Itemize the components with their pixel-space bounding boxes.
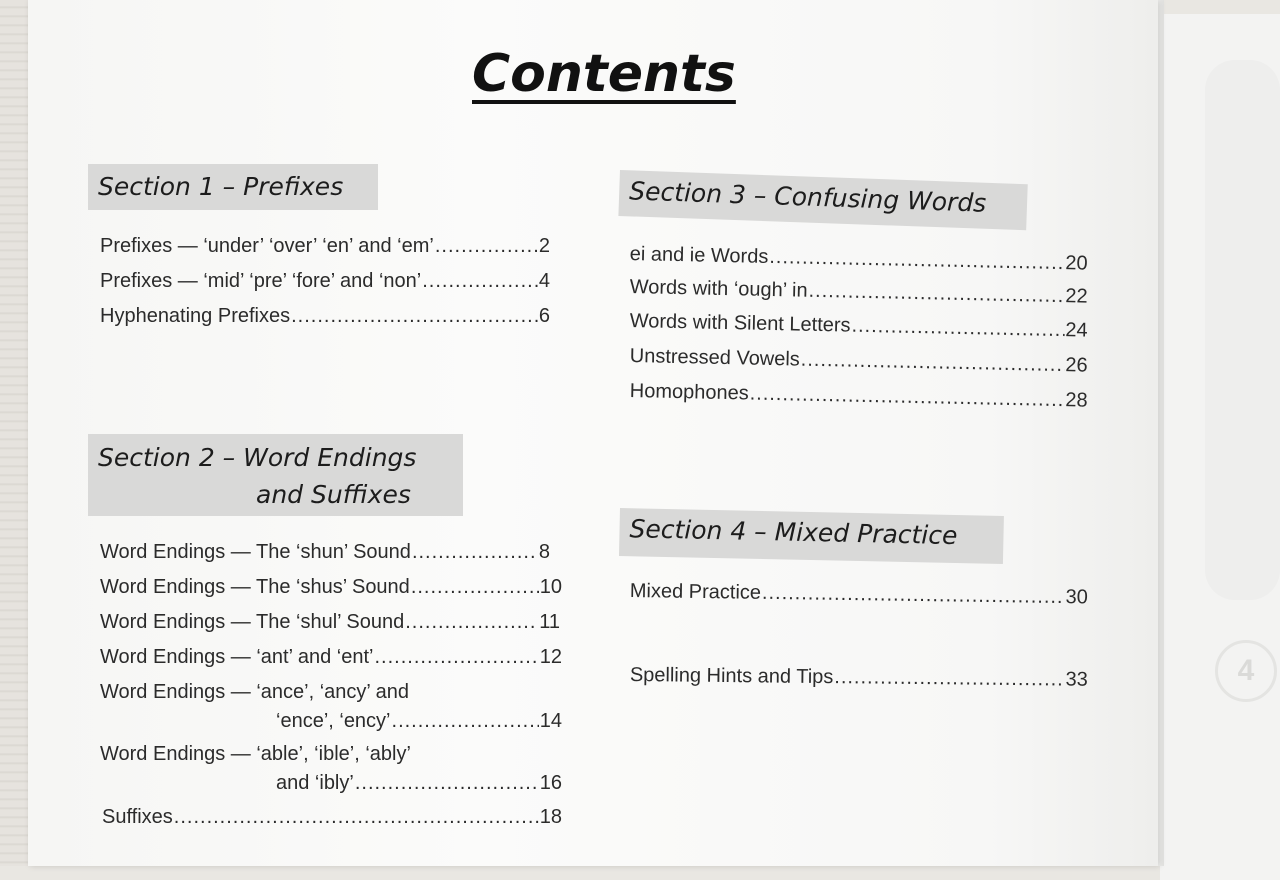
dot-leader <box>291 305 538 328</box>
entry-label: Mixed Practice <box>629 580 762 604</box>
dot-leader <box>411 576 539 599</box>
entry-label: Hyphenating Prefixes <box>100 305 291 327</box>
entry-label: Unstressed Vowels <box>629 345 801 371</box>
entry-page: 2 <box>538 235 550 257</box>
section-1-heading-text: Section 1 – Prefixes <box>98 172 344 201</box>
entry-continuation <box>276 772 562 795</box>
toc-entry[interactable] <box>100 576 562 599</box>
section-3-heading-text: Section 3 – Confusing Words <box>628 176 987 218</box>
entry-page: 11 <box>539 611 560 633</box>
section-4-heading <box>619 508 1004 564</box>
entry-label: Prefixes — ‘under’ ‘over’ ‘en’ and ‘em’ <box>100 235 434 257</box>
section-2-heading <box>88 434 463 516</box>
facing-page-illustration <box>1205 60 1280 600</box>
toc-entry[interactable] <box>100 611 560 634</box>
entry-label-line1: Word Endings — ‘ance’, ‘ancy’ and <box>100 681 410 703</box>
section-1-heading <box>88 164 378 210</box>
toc-entry[interactable] <box>102 806 562 829</box>
entry-label: Words with Silent Letters <box>629 310 851 337</box>
toc-entry[interactable] <box>100 541 550 564</box>
entry-label: Word Endings — The ‘shun’ Sound <box>100 541 411 563</box>
entry-page: 24 <box>1065 319 1088 342</box>
entry-label: Homophones <box>629 380 749 405</box>
entry-page: 16 <box>539 772 562 794</box>
toc-entry[interactable] <box>100 305 550 328</box>
dot-leader <box>355 772 539 795</box>
dot-leader <box>392 710 539 733</box>
entry-page: 6 <box>538 305 550 327</box>
toc-entry[interactable] <box>630 664 1088 692</box>
page-title: Contents <box>472 44 736 104</box>
entry-page: 26 <box>1065 354 1088 377</box>
dot-leader <box>405 611 538 634</box>
entry-label: Word Endings — The ‘shul’ Sound <box>100 611 405 633</box>
entry-label: Suffixes <box>102 806 173 828</box>
entry-label: Spelling Hints and Tips <box>629 664 834 689</box>
entry-page: 8 <box>538 541 550 563</box>
entry-page: 4 <box>538 270 550 292</box>
entry-label-line1: Word Endings — ‘able’, ‘ible’, ‘ably’ <box>100 743 411 765</box>
dot-leader <box>412 541 538 564</box>
entry-label-line2: ‘ence’, ‘ency’ <box>276 710 391 732</box>
entry-page: 28 <box>1065 389 1088 412</box>
contents-page <box>28 0 1158 866</box>
entry-page: 18 <box>539 806 562 828</box>
entry-label: Prefixes — ‘mid’ ‘pre’ ‘fore’ and ‘non’ <box>100 270 422 292</box>
dot-leader <box>422 270 538 293</box>
toc-entry[interactable] <box>100 646 562 669</box>
entry-page: 22 <box>1065 285 1088 308</box>
dot-leader <box>851 315 1064 342</box>
toc-entry[interactable] <box>100 235 550 258</box>
dot-leader <box>435 235 538 258</box>
entry-page: 14 <box>539 710 562 732</box>
toc-entry[interactable] <box>100 743 562 794</box>
entry-continuation <box>276 710 562 733</box>
entry-page: 30 <box>1065 586 1088 609</box>
section-2-heading-line2: and Suffixes <box>256 480 411 509</box>
entry-page: 20 <box>1065 252 1088 275</box>
facing-page-number: 4 <box>1215 640 1277 702</box>
entry-page: 12 <box>539 646 562 668</box>
entry-page: 33 <box>1065 668 1088 691</box>
toc-entry[interactable] <box>100 681 562 732</box>
dot-leader <box>174 806 539 829</box>
entry-page: 10 <box>539 576 562 598</box>
section-2-heading-line1: Section 2 – Word Endings <box>98 443 417 472</box>
entry-label: ei and ie Words <box>629 243 769 268</box>
dot-leader <box>834 666 1065 691</box>
entry-label: Words with ‘ough’ in <box>629 276 808 302</box>
entry-label: Word Endings — The ‘shus’ Sound <box>100 576 410 598</box>
dot-leader <box>375 646 539 669</box>
entry-label-line2: and ‘ibly’ <box>276 772 354 794</box>
section-4-heading-text: Section 4 – Mixed Practice <box>629 514 958 551</box>
dot-leader <box>762 582 1065 609</box>
toc-entry[interactable] <box>100 270 550 293</box>
entry-label: Word Endings — ‘ant’ and ‘ent’ <box>100 646 374 668</box>
